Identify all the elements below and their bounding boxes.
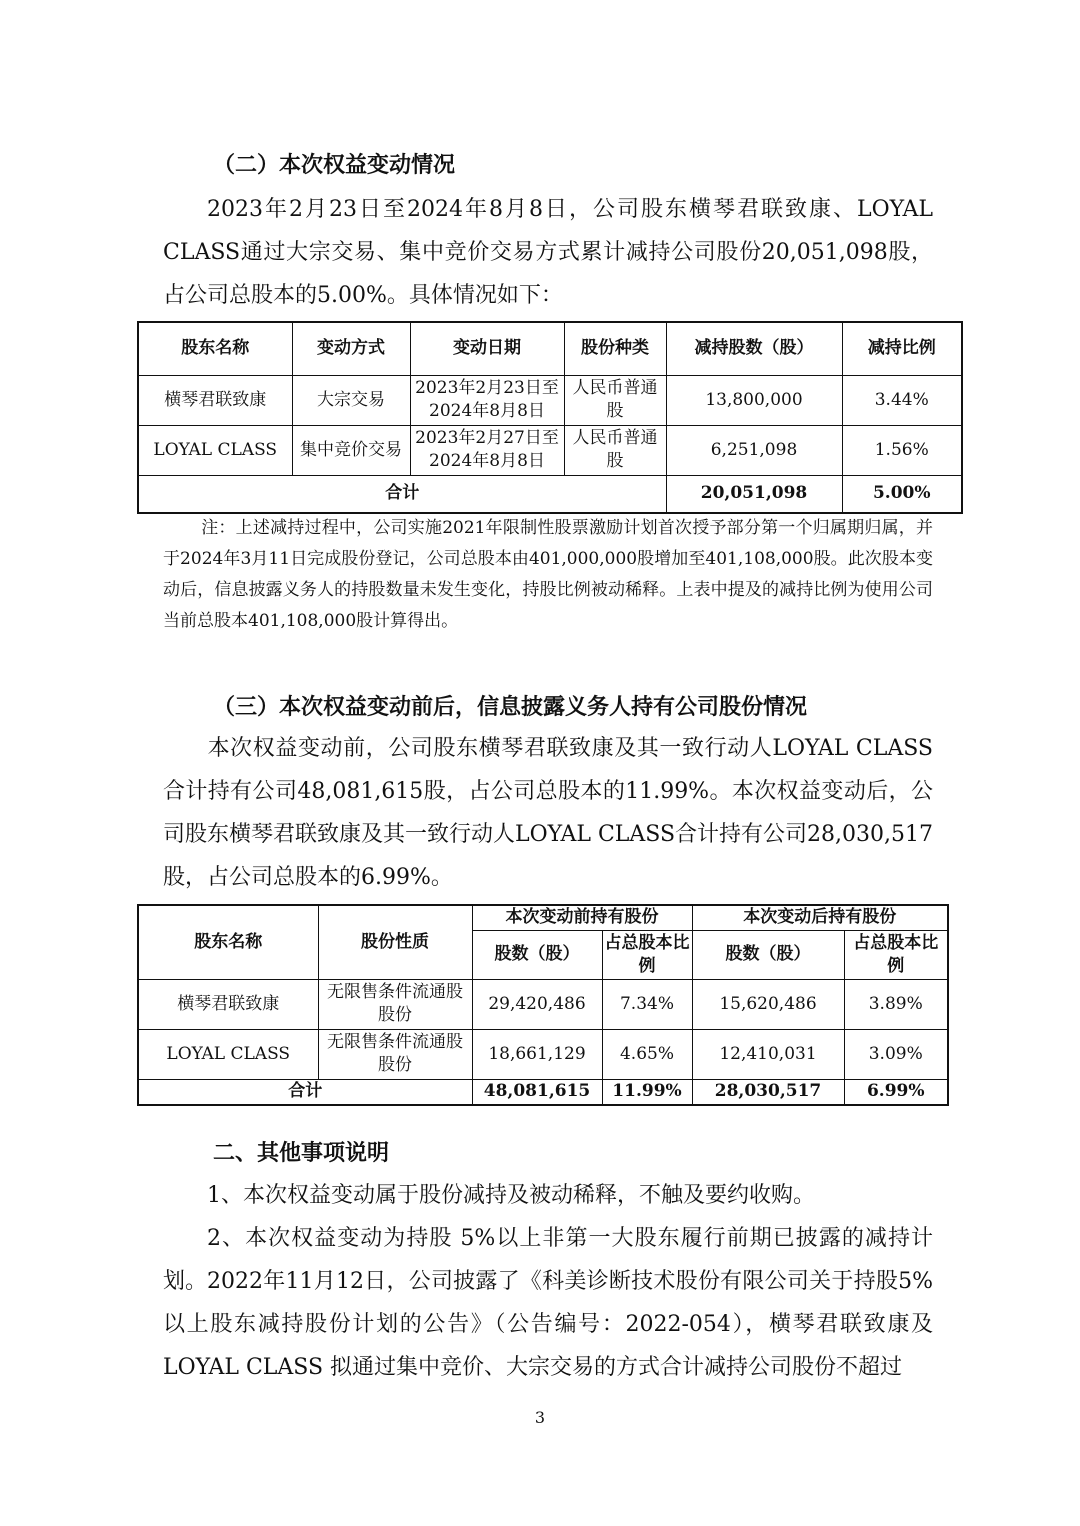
header-cell: 占总股本比例 [602, 930, 692, 979]
table-cell: 集中竞价交易 [292, 425, 410, 475]
table-cell: 2023年2月23日至2024年8月8日 [410, 375, 564, 425]
section-2-paragraph: 2023年2月23日至2024年8月8日，公司股东横琴君联致康、LOYAL CLASS通过大宗交易、集中竞价交易方式累计减持公司股份20,051,098股，占公司总股本的5.00%。具体情况如下： [163, 197, 933, 308]
table-row [138, 425, 962, 475]
table-header-row [138, 322, 962, 375]
table-total-row [138, 475, 962, 513]
table-cell: 横琴君联致康 [138, 979, 318, 1029]
table-cell: 12,410,031 [692, 1029, 844, 1079]
table-cell: LOYAL CLASS [138, 425, 292, 475]
table-total-row [138, 1079, 948, 1105]
table-cell: 29,420,486 [472, 979, 602, 1029]
table-cell: 7.34% [602, 979, 692, 1029]
table-cell: 4.65% [602, 1029, 692, 1079]
header-cell: 股份种类 [564, 322, 666, 375]
page-number: 3 [534, 1408, 546, 1427]
table-row [138, 1029, 948, 1079]
table-cell: 3.09% [844, 1029, 948, 1079]
table-cell: 3.89% [844, 979, 948, 1029]
header-cell: 股东名称 [138, 905, 318, 979]
other-item-2: 2、本次权益变动为持股 5%以上非第一大股东履行前期已披露的减持计划。 [163, 1226, 933, 1294]
header-cell: 变动日期 [410, 322, 564, 375]
table-cell: 6,251,098 [666, 425, 842, 475]
table-cell: 18,661,129 [472, 1029, 602, 1079]
header-cell: 减持比例 [842, 322, 962, 375]
total-label: 合计 [138, 1079, 472, 1105]
section-3-paragraph: 本次权益变动前，公司股东横琴君联致康及其一致行动人LOYAL CLASS合计持有公司48,081,615股，占公司总股本的11.99%。本次权益变动后，公司股东横琴君联致康及其一致行动人LOYAL CLASS合计持有公司28,030,517股，占公司总股本的6.99%。 [163, 736, 934, 890]
total-ratio: 5.00% [842, 475, 962, 513]
table-cell: 15,620,486 [692, 979, 844, 1029]
total-cell: 48,081,615 [472, 1079, 602, 1105]
table-cell: 人民币普通股 [564, 375, 666, 425]
table-header-row [138, 905, 948, 930]
table-cell: 横琴君联致康 [138, 375, 292, 425]
table-cell: LOYAL CLASS [138, 1029, 318, 1079]
table-cell: 3.44% [842, 375, 962, 425]
total-shares: 20,051,098 [666, 475, 842, 513]
header-cell: 股东名称 [138, 322, 292, 375]
table-cell: 无限售条件流通股股份 [318, 979, 472, 1029]
header-cell: 减持股数（股） [666, 322, 842, 375]
table-note: 注：上述减持过程中，公司实施2021年限制性股票激励计划首次授予部分第一个归属期归属，并于2024年3月11日完成股份登记，公司总股本由401,000,000股增加至401,108,000股。此次股本变动后，信息披露义务人的持股数量未发生变化，持股比例被动稀释。上表中提及的减持比例为使用公司当前总股本401,108,000股计算得出。 [163, 518, 933, 631]
table-cell: 无限售条件流通股股份 [318, 1029, 472, 1079]
header-cell: 股数（股） [472, 930, 602, 979]
other-paragraph: 2022年11月12日，公司披露了《科美诊断技术股份有限公司关于持股5%以上股东减持股份计划的公告》（公告编号：2022-054），横琴君联致康及LOYAL CLASS 拟通过集中竞价、大宗交易的方式合计减持公司股份不超过 [163, 1269, 933, 1380]
section-heading-3: （三）本次权益变动前后，信息披露义务人持有公司股份情况 [213, 694, 808, 720]
table-cell: 人民币普通股 [564, 425, 666, 475]
reduction-table [137, 321, 963, 514]
section-heading-2: （二）本次权益变动情况 [213, 152, 456, 178]
header-group-before: 本次变动前持有股份 [472, 905, 692, 930]
header-cell: 股份性质 [318, 905, 472, 979]
total-cell: 28,030,517 [692, 1079, 844, 1105]
holding-table [137, 904, 949, 1106]
total-cell: 11.99% [602, 1079, 692, 1105]
other-item-1: 1、本次权益变动属于股份减持及被动稀释，不触及要约收购。 [207, 1183, 815, 1208]
table-cell: 13,800,000 [666, 375, 842, 425]
table-row [138, 979, 948, 1029]
total-label: 合计 [138, 475, 666, 513]
header-cell: 变动方式 [292, 322, 410, 375]
header-group-after: 本次变动后持有股份 [692, 905, 948, 930]
table-row [138, 375, 962, 425]
section-heading-other: 二、其他事项说明 [213, 1140, 390, 1166]
header-cell: 占总股本比例 [844, 930, 948, 979]
header-cell: 股数（股） [692, 930, 844, 979]
table-cell: 2023年2月27日至2024年8月8日 [410, 425, 564, 475]
table-cell: 大宗交易 [292, 375, 410, 425]
table-cell: 1.56% [842, 425, 962, 475]
total-cell: 6.99% [844, 1079, 948, 1105]
